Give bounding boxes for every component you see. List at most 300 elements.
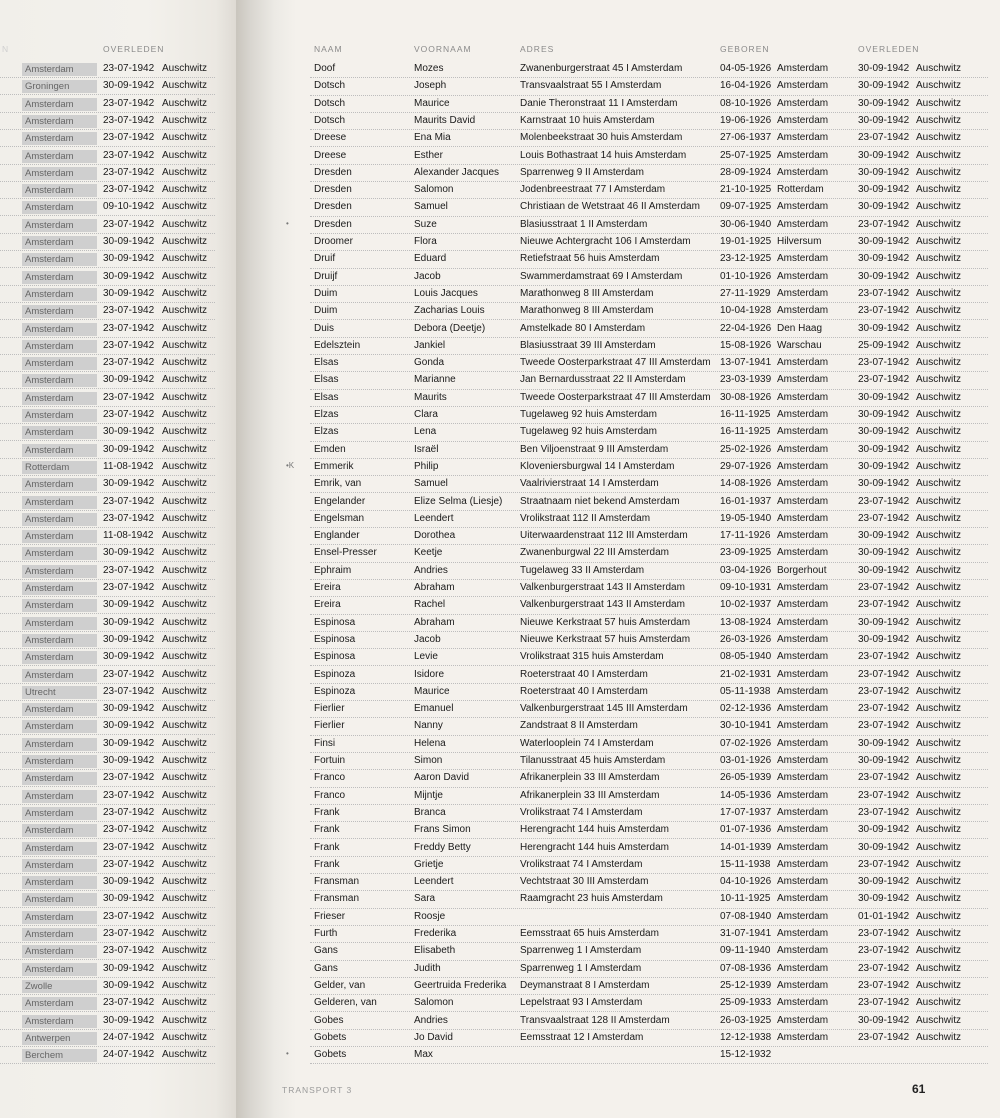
cell-gdatum: 27-06-1937 [720, 132, 772, 144]
left-cell-date: 30-09-1942 [103, 374, 155, 386]
cell-adres: Nieuwe Kerkstraat 57 huis Amsterdam [520, 616, 691, 628]
table-row [300, 580, 990, 597]
cell-voornaam: Sara [414, 893, 436, 905]
left-cell-date: 23-07-1942 [103, 495, 155, 507]
left-cell-camp: Auschwitz [162, 720, 208, 732]
cell-gdatum: 30-08-1926 [720, 391, 772, 403]
cell-gdatum: 02-12-1936 [720, 703, 772, 715]
left-cell-place: Amsterdam [22, 513, 97, 526]
left-cell-date: 30-09-1942 [103, 443, 155, 455]
cell-gplaats: Amsterdam [777, 772, 829, 784]
left-table-row [0, 1013, 245, 1030]
cell-naam: Espinoza [314, 685, 356, 697]
left-cell-camp: Auschwitz [162, 184, 208, 196]
cell-adres: Tweede Oosterparkstraat 47 III Amsterdam [520, 391, 711, 403]
cell-gdatum: 08-10-1926 [720, 97, 772, 109]
cell-adres: Vrolikstraat 112 II Amsterdam [520, 512, 651, 524]
cell-naam: Duim [314, 305, 338, 317]
cell-oplaats: Auschwitz [916, 737, 962, 749]
table-row [300, 597, 990, 614]
table-row [300, 995, 990, 1012]
cell-gplaats: Amsterdam [777, 789, 829, 801]
left-cell-date: 23-07-1942 [103, 997, 155, 1009]
left-table-row [0, 632, 245, 649]
cell-odatum: 23-07-1942 [858, 287, 910, 299]
table-row [300, 632, 990, 649]
left-table-row [0, 597, 245, 614]
cell-oplaats: Auschwitz [916, 547, 962, 559]
table-row [300, 442, 990, 459]
table-row [300, 338, 990, 355]
cell-oplaats: Auschwitz [916, 132, 962, 144]
cell-gdatum: 07-08-1936 [720, 962, 772, 974]
cell-adres: Raamgracht 23 huis Amsterdam [520, 893, 663, 905]
left-cell-camp: Auschwitz [162, 478, 208, 490]
left-cell-place: Amsterdam [22, 893, 97, 906]
left-cell-date: 23-07-1942 [103, 685, 155, 697]
left-cell-date: 11-08-1942 [103, 530, 154, 542]
left-cell-place: Amsterdam [22, 565, 97, 578]
cell-voornaam: Salomon [414, 184, 454, 196]
left-table-row [0, 857, 245, 874]
cell-naam: Duis [314, 322, 335, 334]
cell-odatum: 30-09-1942 [858, 530, 910, 542]
left-cell-date: 23-07-1942 [103, 184, 155, 196]
left-table-row [0, 303, 245, 320]
cell-odatum: 30-09-1942 [858, 824, 910, 836]
cell-naam: Dotsch [314, 97, 346, 109]
cell-oplaats: Auschwitz [916, 218, 962, 230]
left-cell-place: Amsterdam [22, 1015, 97, 1028]
left-cell-camp: Auschwitz [162, 357, 208, 369]
cell-gdatum: 31-07-1941 [720, 928, 772, 939]
cell-odatum: 30-09-1942 [858, 547, 910, 559]
left-cell-place: Amsterdam [22, 167, 97, 180]
header-adres: ADRES [520, 44, 555, 54]
table-row [300, 528, 990, 545]
left-table-row [0, 753, 245, 770]
left-cell-place: Amsterdam [22, 340, 97, 353]
cell-oplaats: Auschwitz [916, 1031, 962, 1043]
left-cell-camp: Auschwitz [162, 409, 208, 420]
cell-naam: Ereira [314, 599, 341, 611]
cell-adres: Ben Viljoenstraat 9 III Amsterdam [520, 443, 669, 455]
cell-naam: Elsas [314, 391, 339, 403]
cell-odatum: 23-07-1942 [858, 218, 910, 230]
cell-gplaats: Amsterdam [777, 599, 829, 611]
cell-gdatum: 10-11-1925 [720, 893, 771, 905]
cell-gplaats: Amsterdam [777, 530, 829, 542]
cell-gplaats: Den Haag [777, 322, 823, 334]
cell-voornaam: Maurits David [414, 114, 476, 126]
cell-voornaam: Roosje [414, 910, 446, 922]
cell-odatum: 30-09-1942 [858, 755, 910, 766]
cell-gplaats: Amsterdam [777, 910, 829, 922]
table-row [300, 857, 990, 874]
cell-gplaats: Amsterdam [777, 1014, 829, 1026]
cell-gplaats: Amsterdam [777, 703, 829, 715]
cell-odatum: 23-07-1942 [858, 495, 910, 507]
left-cell-camp: Auschwitz [162, 97, 208, 109]
cell-gdatum: 30-06-1940 [720, 218, 772, 230]
cell-gplaats: Amsterdam [777, 80, 829, 92]
left-cell-date: 23-07-1942 [103, 806, 155, 818]
left-cell-camp: Auschwitz [162, 582, 208, 593]
cell-naam: Ensel-Presser [314, 547, 377, 559]
cell-gdatum: 10-04-1928 [720, 305, 772, 317]
cell-gdatum: 30-10-1941 [720, 720, 772, 732]
cell-gdatum: 16-11-1925 [720, 409, 771, 420]
left-cell-date: 23-07-1942 [103, 97, 155, 109]
left-cell-place: Amsterdam [22, 755, 97, 768]
cell-oplaats: Auschwitz [916, 357, 962, 369]
cell-gplaats: Amsterdam [777, 547, 829, 559]
left-cell-camp: Auschwitz [162, 755, 208, 766]
left-cell-date: 11-08-1942 [103, 460, 154, 472]
cell-odatum: 23-07-1942 [858, 772, 910, 784]
cell-naam: Gelderen, van [314, 997, 377, 1009]
cell-voornaam: Andries [414, 1014, 448, 1026]
left-cell-camp: Auschwitz [162, 633, 208, 645]
left-cell-camp: Auschwitz [162, 426, 208, 438]
left-table-row [0, 545, 245, 562]
left-cell-place: Amsterdam [22, 738, 97, 751]
cell-naam: Elsas [314, 357, 339, 369]
cell-odatum: 30-09-1942 [858, 633, 910, 645]
cell-odatum: 01-01-1942 [858, 910, 910, 922]
cell-odatum: 23-07-1942 [858, 132, 910, 144]
cell-adres: Molenbeekstraat 30 huis Amsterdam [520, 132, 683, 144]
left-cell-date: 23-07-1942 [103, 772, 155, 784]
left-cell-date: 30-09-1942 [103, 426, 155, 438]
cell-naam: Fransman [314, 893, 360, 905]
cell-gplaats: Amsterdam [777, 478, 829, 490]
table-row [300, 494, 990, 511]
cell-gplaats: Amsterdam [777, 357, 829, 369]
left-cell-camp: Auschwitz [162, 236, 208, 247]
left-cell-date: 30-09-1942 [103, 755, 155, 766]
cell-adres: Vaalrivierstraat 14 I Amsterdam [520, 478, 659, 490]
cell-adres: Afrikanerplein 33 III Amsterdam [520, 772, 660, 784]
cell-oplaats: Auschwitz [916, 962, 962, 974]
left-cell-camp: Auschwitz [162, 945, 208, 957]
cell-odatum: 23-07-1942 [858, 582, 910, 593]
cell-oplaats: Auschwitz [916, 582, 962, 593]
cell-voornaam: Maurice [414, 685, 450, 697]
cell-oplaats: Auschwitz [916, 876, 962, 888]
cell-odatum: 23-07-1942 [858, 997, 910, 1009]
cell-odatum: 30-09-1942 [858, 564, 910, 576]
cell-mark: • [286, 1049, 289, 1059]
left-table-row [0, 943, 245, 960]
cell-naam: Druijf [314, 270, 338, 282]
cell-naam: Fierlier [314, 720, 345, 732]
cell-oplaats: Auschwitz [916, 374, 962, 386]
left-table-row [0, 130, 245, 147]
cell-oplaats: Auschwitz [916, 945, 962, 957]
left-table-row [0, 701, 245, 718]
left-table-row [0, 528, 245, 545]
left-cell-camp: Auschwitz [162, 80, 208, 92]
cell-adres: Herengracht 144 huis Amsterdam [520, 824, 669, 836]
cell-voornaam: Mozes [414, 63, 444, 74]
cell-odatum: 23-07-1942 [858, 599, 910, 611]
left-cell-camp: Auschwitz [162, 512, 208, 524]
left-cell-camp: Auschwitz [162, 201, 208, 213]
cell-oplaats: Auschwitz [916, 841, 962, 853]
cell-voornaam: Geertruida Frederika [414, 979, 507, 991]
cell-voornaam: Louis Jacques [414, 287, 478, 299]
cell-gdatum: 16-01-1937 [720, 495, 772, 507]
cell-gdatum: 09-10-1931 [720, 582, 772, 593]
cell-adres: Blasiusstraat 1 II Amsterdam [520, 218, 648, 230]
left-cell-camp: Auschwitz [162, 962, 208, 974]
cell-gdatum: 15-12-1932 [720, 1049, 772, 1061]
cell-gplaats: Amsterdam [777, 253, 829, 265]
cell-gplaats: Amsterdam [777, 858, 829, 870]
cell-adres: Nieuwe Achtergracht 106 I Amsterdam [520, 236, 691, 247]
left-cell-date: 30-09-1942 [103, 599, 155, 611]
cell-naam: Frank [314, 806, 340, 818]
cell-voornaam: Jo David [414, 1031, 453, 1043]
cell-gplaats: Amsterdam [777, 409, 829, 420]
cell-naam: Fransman [314, 876, 360, 888]
left-cell-place: Amsterdam [22, 582, 97, 595]
cell-voornaam: Abraham [414, 582, 455, 593]
table-row [300, 96, 990, 113]
cell-gdatum: 04-05-1926 [720, 63, 772, 74]
cell-gplaats: Amsterdam [777, 928, 829, 939]
table-row [300, 199, 990, 216]
cell-naam: Espinosa [314, 633, 356, 645]
left-cell-camp: Auschwitz [162, 530, 208, 542]
cell-naam: Frank [314, 824, 340, 836]
cell-gdatum: 23-09-1925 [720, 547, 772, 559]
cell-adres: Sparrenweg 9 II Amsterdam [520, 166, 644, 178]
cell-naam: Gelder, van [314, 979, 366, 991]
left-cell-camp: Auschwitz [162, 737, 208, 749]
left-table-row [0, 217, 245, 234]
cell-oplaats: Auschwitz [916, 928, 962, 939]
left-cell-camp: Auschwitz [162, 979, 208, 991]
cell-gdatum: 21-10-1925 [720, 184, 772, 196]
left-cell-camp: Auschwitz [162, 703, 208, 715]
cell-gplaats: Amsterdam [777, 374, 829, 386]
cell-odatum: 23-07-1942 [858, 651, 910, 663]
cell-voornaam: Aaron David [414, 772, 470, 784]
left-cell-date: 23-07-1942 [103, 305, 155, 317]
left-cell-camp: Auschwitz [162, 391, 208, 403]
left-cell-camp: Auschwitz [162, 668, 208, 680]
header-geboren: GEBOREN [720, 44, 770, 54]
cell-voornaam: Emanuel [414, 703, 454, 715]
cell-odatum: 23-07-1942 [858, 979, 910, 991]
table-row [300, 251, 990, 268]
left-cell-place: Antwerpen [22, 1032, 97, 1045]
cell-gplaats: Amsterdam [777, 305, 829, 317]
cell-adres: Vechtstraat 30 III Amsterdam [520, 876, 649, 888]
cell-naam: Engelsman [314, 512, 365, 524]
left-cell-place: Amsterdam [22, 772, 97, 785]
cell-naam: Edelsztein [314, 339, 361, 351]
left-cell-place: Amsterdam [22, 669, 97, 682]
cell-gdatum: 17-11-1926 [720, 530, 771, 542]
table-row [300, 78, 990, 95]
cell-naam: Emden [314, 443, 346, 455]
cell-gdatum: 09-07-1925 [720, 201, 772, 213]
left-cell-date: 30-09-1942 [103, 80, 155, 92]
cell-gplaats: Amsterdam [777, 495, 829, 507]
left-cell-date: 30-09-1942 [103, 253, 155, 265]
cell-voornaam: Keetje [414, 547, 443, 559]
cell-voornaam: Lena [414, 426, 437, 438]
cell-gdatum: 16-11-1925 [720, 426, 771, 438]
left-cell-place: Amsterdam [22, 496, 97, 509]
cell-oplaats: Auschwitz [916, 720, 962, 732]
left-cell-date: 24-07-1942 [103, 1031, 155, 1043]
left-cell-place: Amsterdam [22, 253, 97, 266]
table-row [300, 978, 990, 995]
cell-gdatum: 15-11-1938 [720, 858, 771, 870]
left-cell-place: Amsterdam [22, 617, 97, 630]
cell-oplaats: Auschwitz [916, 772, 962, 784]
left-cell-date: 30-09-1942 [103, 703, 155, 715]
left-cell-place: Amsterdam [22, 997, 97, 1010]
cell-gplaats: Amsterdam [777, 685, 829, 697]
left-cell-camp: Auschwitz [162, 858, 208, 870]
cell-voornaam: Elisabeth [414, 945, 456, 957]
left-cell-camp: Auschwitz [162, 876, 208, 888]
cell-odatum: 23-07-1942 [858, 357, 910, 369]
cell-naam: Elzas [314, 426, 339, 438]
cell-voornaam: Maurits [414, 391, 447, 403]
cell-naam: Frank [314, 858, 340, 870]
cell-gdatum: 04-10-1926 [720, 876, 772, 888]
table-row [300, 788, 990, 805]
left-cell-camp: Auschwitz [162, 772, 208, 784]
left-cell-camp: Auschwitz [162, 495, 208, 507]
cell-adres: Zandstraat 8 II Amsterdam [520, 720, 638, 732]
table-row [300, 770, 990, 787]
left-cell-date: 23-07-1942 [103, 841, 155, 853]
left-cell-place: Amsterdam [22, 323, 97, 336]
cell-naam: Elzas [314, 409, 339, 420]
cell-gdatum: 19-06-1926 [720, 114, 772, 126]
cell-gdatum: 13-08-1924 [720, 616, 772, 628]
cell-gplaats: Amsterdam [777, 979, 829, 991]
header-overleden: OVERLEDEN [858, 44, 920, 54]
left-table-row [0, 390, 245, 407]
cell-gdatum: 25-02-1926 [720, 443, 772, 455]
cell-adres: Tweede Oosterparkstraat 47 III Amsterdam [520, 357, 711, 369]
table-row [300, 130, 990, 147]
cell-voornaam: Flora [414, 236, 437, 247]
left-cell-place: Amsterdam [22, 63, 97, 76]
left-cell-camp: Auschwitz [162, 460, 208, 472]
left-cell-date: 23-07-1942 [103, 564, 155, 576]
left-header-overleden: OVERLEDEN [103, 44, 165, 54]
cell-odatum: 30-09-1942 [858, 270, 910, 282]
cell-naam: Engelander [314, 495, 366, 507]
cell-gplaats: Amsterdam [777, 841, 829, 853]
cell-adres: Sparrenweg 1 I Amsterdam [520, 945, 642, 957]
cell-voornaam: Abraham [414, 616, 455, 628]
cell-odatum: 30-09-1942 [858, 97, 910, 109]
cell-adres: Swammerdamstraat 69 I Amsterdam [520, 270, 683, 282]
cell-adres: Jan Bernardusstraat 22 II Amsterdam [520, 374, 686, 386]
cell-voornaam: Grietje [414, 858, 444, 870]
left-table-row [0, 684, 245, 701]
cell-gdatum: 19-05-1940 [720, 512, 772, 524]
left-cell-date: 23-07-1942 [103, 512, 155, 524]
left-table-row [0, 286, 245, 303]
left-cell-date: 23-07-1942 [103, 149, 155, 161]
cell-oplaats: Auschwitz [916, 305, 962, 317]
left-table-row [0, 321, 245, 338]
cell-naam: Dotsch [314, 114, 346, 126]
cell-oplaats: Auschwitz [916, 633, 962, 645]
left-cell-place: Amsterdam [22, 184, 97, 197]
cell-voornaam: Philip [414, 460, 439, 472]
cell-gdatum: 03-01-1926 [720, 755, 772, 766]
cell-voornaam: Freddy Betty [414, 841, 471, 853]
cell-gdatum: 15-08-1926 [720, 339, 772, 351]
left-cell-place: Amsterdam [22, 547, 97, 560]
left-cell-place: Amsterdam [22, 530, 97, 543]
left-cell-place: Amsterdam [22, 963, 97, 976]
cell-oplaats: Auschwitz [916, 668, 962, 680]
cell-gplaats: Amsterdam [777, 114, 829, 126]
cell-naam: Doof [314, 63, 336, 74]
cell-gplaats: Hilversum [777, 236, 822, 247]
left-cell-date: 23-07-1942 [103, 668, 155, 680]
cell-gdatum: 14-08-1926 [720, 478, 772, 490]
cell-naam: Frank [314, 841, 340, 853]
left-table-row [0, 736, 245, 753]
cell-oplaats: Auschwitz [916, 685, 962, 697]
left-cell-place: Amsterdam [22, 703, 97, 716]
left-table-row [0, 234, 245, 251]
cell-gdatum: 28-09-1924 [720, 166, 772, 178]
left-cell-camp: Auschwitz [162, 685, 208, 697]
cell-voornaam: Elize Selma (Liesje) [414, 495, 503, 507]
cell-voornaam: Helena [414, 737, 446, 749]
left-cell-date: 23-07-1942 [103, 858, 155, 870]
cell-gdatum: 14-01-1939 [720, 841, 772, 853]
cell-oplaats: Auschwitz [916, 63, 962, 74]
left-cell-place: Amsterdam [22, 201, 97, 214]
cell-adres: Roeterstraat 40 I Amsterdam [520, 668, 648, 680]
left-cell-place: Amsterdam [22, 824, 97, 837]
cell-oplaats: Auschwitz [916, 201, 962, 213]
left-table-row [0, 926, 245, 943]
cell-gdatum: 17-07-1937 [720, 806, 772, 818]
cell-adres: Amstelkade 80 I Amsterdam [520, 322, 646, 334]
left-table-row [0, 1030, 245, 1047]
left-cell-date: 30-09-1942 [103, 651, 155, 663]
cell-naam: Finsi [314, 737, 336, 749]
left-cell-camp: Auschwitz [162, 806, 208, 818]
left-cell-place: Amsterdam [22, 98, 97, 111]
cell-adres: Roeterstraat 40 I Amsterdam [520, 685, 648, 697]
cell-naam: Gobes [314, 1014, 344, 1026]
left-cell-place: Amsterdam [22, 876, 97, 889]
table-row [300, 372, 990, 389]
table-row [286, 459, 990, 476]
table-row [300, 286, 990, 303]
cell-naam: Emmerik [314, 460, 354, 472]
cell-voornaam: Dorothea [414, 530, 456, 542]
